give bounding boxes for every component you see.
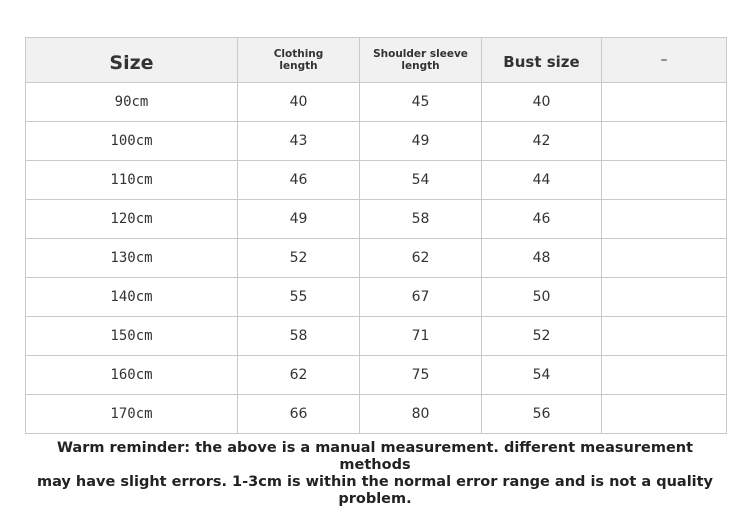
extra-cell	[602, 239, 727, 278]
size-cell: 150cm	[26, 317, 238, 356]
bust-size-cell: 46	[482, 200, 602, 239]
shoulder-sleeve-length-cell: 45	[360, 83, 482, 122]
table-row	[26, 395, 727, 434]
header-clothing-length	[238, 38, 360, 83]
bust-size-cell: 56	[482, 395, 602, 434]
extra-cell	[602, 200, 727, 239]
header-clothing-length-line2: length	[279, 60, 318, 72]
clothing-length-cell: 49	[238, 200, 360, 239]
extra-cell	[602, 356, 727, 395]
header-clothing-length-line1: Clothing	[273, 48, 324, 60]
size-cell: 100cm	[26, 122, 238, 161]
measurement-note-line1: Warm reminder: the above is a manual measurement. different measurement methods	[56, 440, 694, 473]
table-row	[26, 200, 727, 239]
size-cell: 160cm	[26, 356, 238, 395]
table-row	[26, 356, 727, 395]
header-shoulder-sleeve-length	[360, 38, 482, 83]
table-row	[26, 317, 727, 356]
bust-size-cell: 40	[482, 83, 602, 122]
shoulder-sleeve-length-cell: 62	[360, 239, 482, 278]
header-bust-size: Bust size	[482, 38, 602, 83]
table-row	[26, 239, 727, 278]
size-cell: 90cm	[26, 83, 238, 122]
bust-size-cell: 50	[482, 278, 602, 317]
extra-cell	[602, 161, 727, 200]
shoulder-sleeve-length-cell: 54	[360, 161, 482, 200]
extra-cell	[602, 395, 727, 434]
clothing-length-cell: 62	[238, 356, 360, 395]
bust-size-cell: 54	[482, 356, 602, 395]
clothing-length-cell: 46	[238, 161, 360, 200]
size-cell: 170cm	[26, 395, 238, 434]
shoulder-sleeve-length-cell: 58	[360, 200, 482, 239]
header-row	[26, 38, 727, 83]
size-chart-table	[25, 37, 727, 434]
clothing-length-cell: 58	[238, 317, 360, 356]
clothing-length-cell: 66	[238, 395, 360, 434]
shoulder-sleeve-length-cell: 49	[360, 122, 482, 161]
header-shoulder-sleeve-length-line2: length	[401, 60, 440, 72]
shoulder-sleeve-length-cell: 67	[360, 278, 482, 317]
header-size: Size	[26, 38, 238, 83]
measurement-note-line2: may have slight errors. 1-3cm is within the normal error range and is not a quality	[36, 474, 714, 490]
extra-cell	[602, 122, 727, 161]
table-row	[26, 122, 727, 161]
clothing-length-cell: 55	[238, 278, 360, 317]
bust-size-cell: 44	[482, 161, 602, 200]
header-shoulder-sleeve-length-line1: Shoulder sleeve	[373, 48, 468, 60]
size-cell: 110cm	[26, 161, 238, 200]
measurement-note	[20, 440, 730, 508]
bust-size-cell: 48	[482, 239, 602, 278]
clothing-length-cell: 43	[238, 122, 360, 161]
bust-size-cell: 42	[482, 122, 602, 161]
size-cell: 140cm	[26, 278, 238, 317]
table-row	[26, 278, 727, 317]
bust-size-cell: 52	[482, 317, 602, 356]
measurement-note-line3: problem.	[338, 491, 412, 507]
table-row	[26, 161, 727, 200]
shoulder-sleeve-length-cell: 80	[360, 395, 482, 434]
shoulder-sleeve-length-cell: 71	[360, 317, 482, 356]
header-extra: –	[602, 38, 727, 83]
clothing-length-cell: 40	[238, 83, 360, 122]
extra-cell	[602, 317, 727, 356]
extra-cell	[602, 278, 727, 317]
extra-cell	[602, 83, 727, 122]
table-row	[26, 83, 727, 122]
size-cell: 130cm	[26, 239, 238, 278]
shoulder-sleeve-length-cell: 75	[360, 356, 482, 395]
clothing-length-cell: 52	[238, 239, 360, 278]
size-cell: 120cm	[26, 200, 238, 239]
